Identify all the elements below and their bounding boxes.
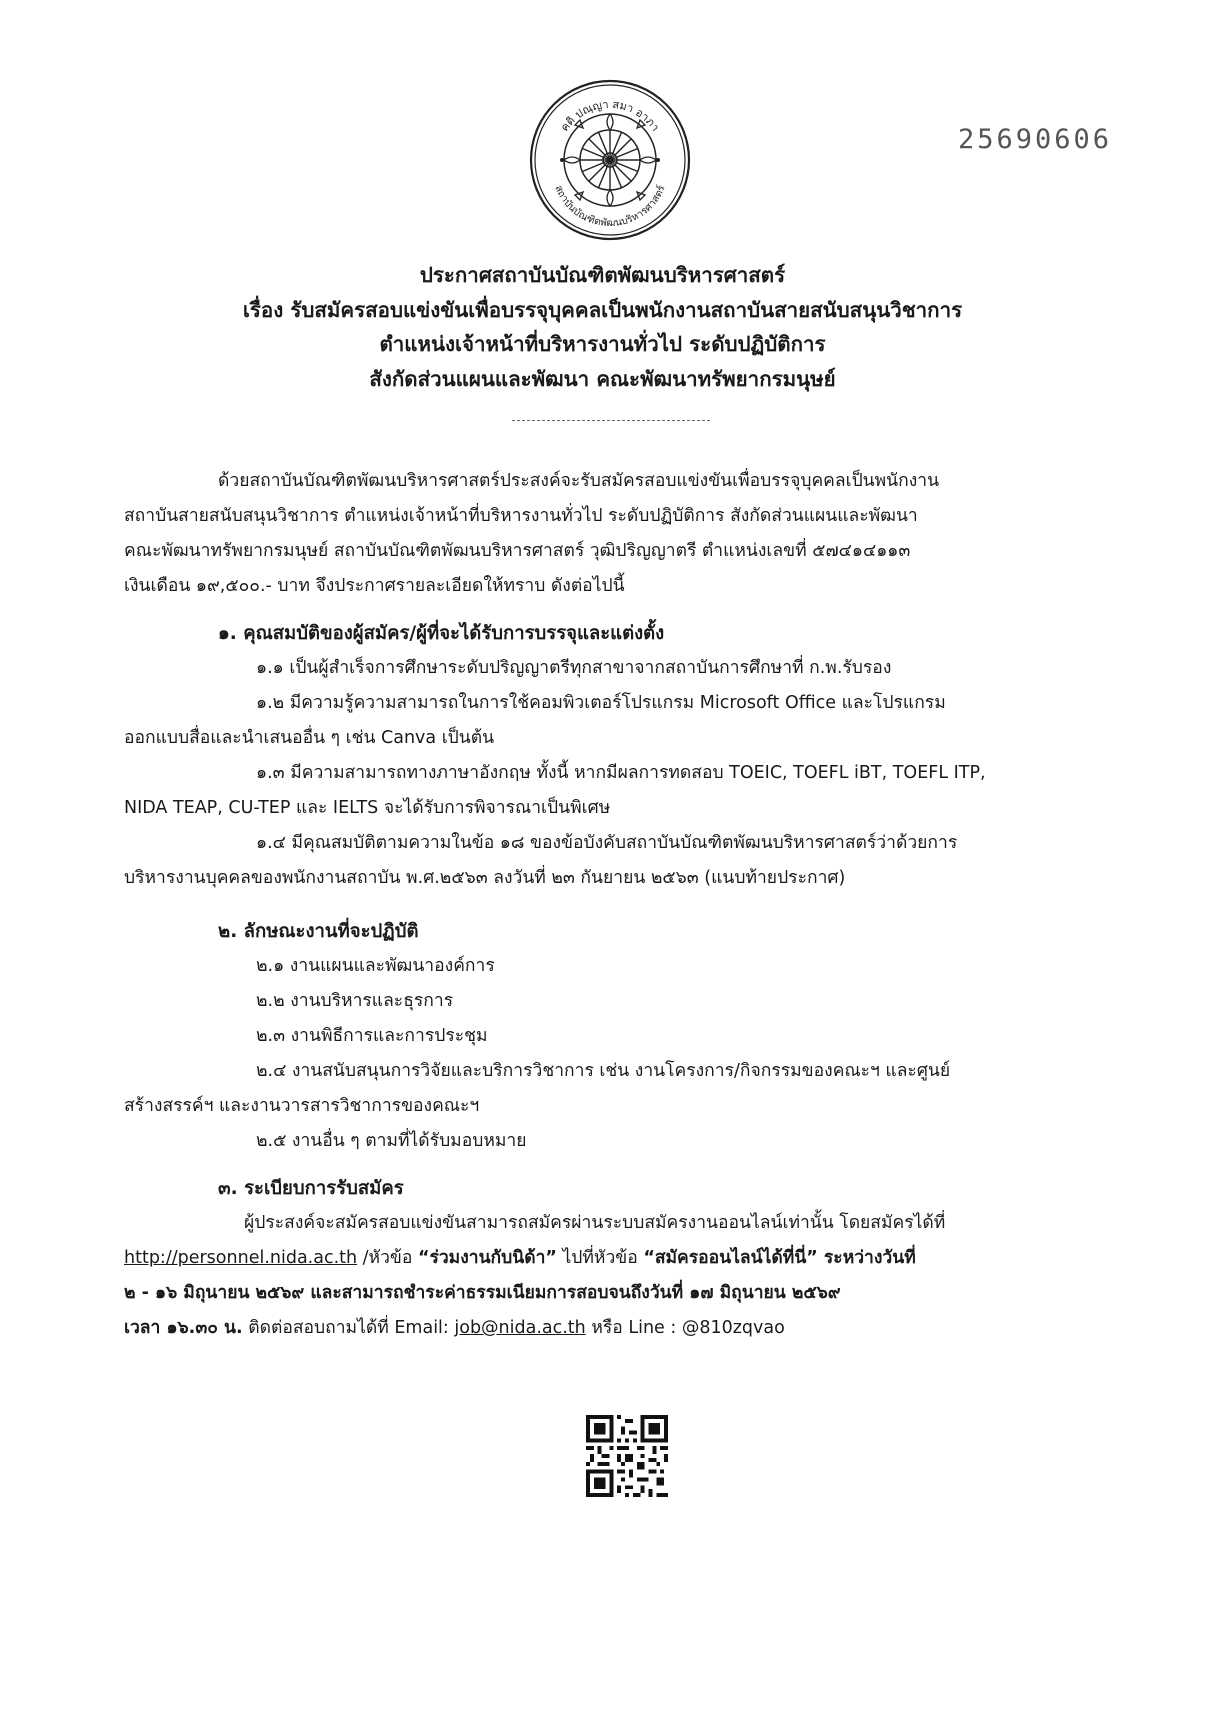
institution-seal [528, 78, 692, 242]
section-3-line [124, 1311, 1104, 1346]
qr-code-icon[interactable] [586, 1415, 668, 1497]
contact-email-link[interactable]: job@nida.ac.th [454, 1318, 586, 1338]
section-2-heading: ๒. ลักษณะงานที่จะปฏิบัติ [218, 921, 419, 942]
title-line-3: ตำแหน่งเจ้าหน้าที่บริหารงานทั่วไป ระดับปฏิบัติการ [379, 332, 826, 356]
title-divider [512, 420, 710, 421]
section-1-item-cont: บริหารงานบุคคลของพนักงานสถาบัน พ.ศ.๒๕๖๓ ลงวันที่ ๒๓ กันยายน ๒๕๖๓ (แนบท้ายประกาศ) [124, 868, 846, 888]
section-1-item: ๑.๑ เป็นผู้สำเร็จการศึกษาระดับปริญญาตรีทุกสาขาจากสถาบันการศึกษาที่ ก.พ.รับรอง [256, 658, 892, 678]
section-1-item: ๑.๓ มีความสามารถทางภาษาอังกฤษ ทั้งนี้ หากมีผลการทดสอบ TOEIC, TOEFL iBT, TOEFL ITP, [256, 763, 986, 783]
section-2-item: ๒.๑ งานแผนและพัฒนาองค์การ [256, 956, 495, 976]
seal-emblem-icon [528, 78, 692, 242]
text-span: /หัวข้อ [357, 1248, 418, 1268]
announcement-title [0, 258, 1205, 396]
section-2-item-cont: สร้างสรรค์ฯ และงานวารสารวิชาการของคณะฯ [124, 1096, 480, 1116]
text-span: ไปที่หัวข้อ [556, 1248, 644, 1268]
section-3-line: ๒ - ๑๖ มิถุนายน ๒๕๖๙ และสามารถชำระค่าธรรมเนียมการสอบจนถึงวันที่ ๑๗ มิถุนายน ๒๕๖๙ [124, 1283, 841, 1303]
intro-line: คณะพัฒนาทรัพยากรมนุษย์ สถาบันบัณฑิตพัฒนบริหารศาสตร์ วุฒิปริญญาตรี ตำแหน่งเลขที่ ๕๗๔๑๔๑๑๓ [124, 541, 911, 561]
section-1-heading: ๑. คุณสมบัติของผู้สมัคร/ผู้ที่จะได้รับการบรรจุและแต่งตั้ง [218, 623, 665, 644]
deadline-time: เวลา ๑๖.๓๐ น. [124, 1318, 243, 1338]
document-number: 25690606 [958, 124, 1113, 155]
title-line-4: สังกัดส่วนแผนและพัฒนา คณะพัฒนาทรัพยากรมนุษย์ [369, 366, 836, 391]
svg-text:คติ ปณฺญา สมา อาภา: คติ ปณฺญา สมา อาภา [557, 97, 663, 134]
section-1-item: ๑.๔ มีคุณสมบัติตามความในข้อ ๑๘ ของข้อบังคับสถาบันบัณฑิตพัฒนบริหารศาสตร์ว่าด้วยการ [256, 833, 958, 853]
text-span: ระหว่างวันที่ [817, 1248, 916, 1268]
personnel-site-link[interactable]: http://personnel.nida.ac.th [124, 1248, 358, 1268]
apply-online-topic: “สมัครออนไลน์ได้ที่นี่” [643, 1248, 818, 1268]
section-3-line [124, 1241, 1104, 1276]
join-nida-topic: “ร่วมงานกับนิด้า” [417, 1248, 557, 1268]
section-3-line: ผู้ประสงค์จะสมัครสอบแข่งขันสามารถสมัครผ่านระบบสมัครงานออนไลน์เท่านั้น โดยสมัครได้ที่ [244, 1213, 946, 1233]
section-1-item-cont: NIDA TEAP, CU-TEP และ IELTS จะได้รับการพิจารณาเป็นพิเศษ [124, 798, 611, 818]
title-line-1: ประกาศสถาบันบัณฑิตพัฒนบริหารศาสตร์ [419, 263, 786, 287]
section-2-item: ๒.๔ งานสนับสนุนการวิจัยและบริการวิชาการ เช่น งานโครงการ/กิจกรรมของคณะฯ และศูนย์ [256, 1061, 951, 1081]
text-span: ติดต่อสอบถามได้ที่ Email: [242, 1318, 455, 1338]
svg-text:สถาบันบัณฑิตพัฒนบริหารศาสตร์: สถาบันบัณฑิตพัฒนบริหารศาสตร์ [552, 184, 668, 230]
section-2-item: ๒.๓ งานพิธีการและการประชุม [256, 1026, 488, 1046]
section-3-heading: ๓. ระเบียบการรับสมัคร [218, 1178, 404, 1199]
intro-line: ด้วยสถาบันบัณฑิตพัฒนบริหารศาสตร์ประสงค์จะรับสมัครสอบแข่งขันเพื่อบรรจุบุคคลเป็นพนักงาน [218, 471, 940, 491]
title-line-2: เรื่อง รับสมัครสอบแข่งขันเพื่อบรรจุบุคคลเป็นพนักงานสถาบันสายสนับสนุนวิชาการ [242, 297, 963, 322]
section-2-item: ๒.๒ งานบริหารและธุรการ [256, 991, 454, 1011]
intro-line: เงินเดือน ๑๙,๕๐๐.- บาท จึงประกาศรายละเอียดให้ทราบ ดังต่อไปนี้ [124, 576, 625, 596]
section-2-item: ๒.๕ งานอื่น ๆ ตามที่ได้รับมอบหมาย [256, 1131, 527, 1151]
section-1-item: ๑.๒ มีความรู้ความสามารถในการใช้คอมพิวเตอร์โปรแกรม Microsoft Office และโปรแกรม [256, 693, 946, 713]
document-body [124, 464, 1104, 1346]
line-contact: หรือ Line : @810zqvao [585, 1318, 785, 1338]
intro-line: สถาบันสายสนับสนุนวิชาการ ตำแหน่งเจ้าหน้าที่บริหารงานทั่วไป ระดับปฏิบัติการ สังกัดส่วนแผนและพัฒนา [124, 506, 918, 526]
section-1-item-cont: ออกแบบสื่อและนำเสนออื่น ๆ เช่น Canva เป็นต้น [124, 728, 495, 748]
